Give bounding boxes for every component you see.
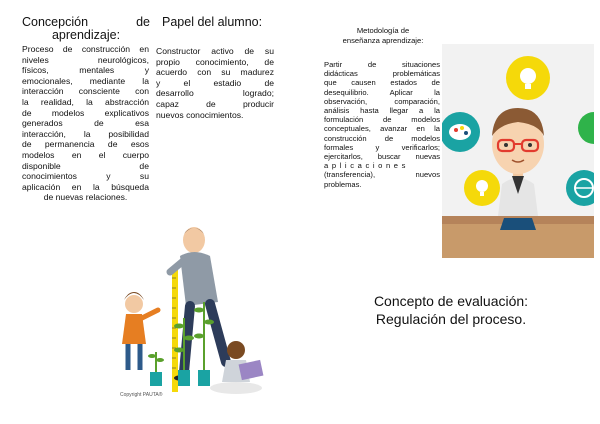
conception-heading bbox=[22, 16, 150, 42]
text-line: didácticas problemáticas bbox=[324, 69, 440, 79]
text-line: observación, comparación, bbox=[324, 96, 440, 106]
lightbulb-icon bbox=[506, 56, 550, 100]
text-line: aplicación en la búsqueda bbox=[22, 181, 149, 192]
text-line: niveles neurológicos, bbox=[22, 54, 149, 65]
text-line: formales y verificarlos; bbox=[324, 142, 440, 152]
text-line: (transferencia), nuevos bbox=[324, 170, 440, 180]
text-line: acuerdo con su madurez bbox=[156, 67, 274, 78]
text-line: emocionales, mediante la bbox=[22, 75, 149, 86]
text-line: análisis hasta llegar a la bbox=[324, 106, 440, 116]
text-line: problemas. bbox=[324, 179, 362, 189]
methodology-text bbox=[324, 60, 440, 189]
heading-line: Regulación del proceso. bbox=[375, 311, 527, 327]
text-line: propio conocimiento, de bbox=[156, 56, 274, 67]
text-line: y el estadio de bbox=[156, 77, 274, 88]
heading-word: de bbox=[136, 15, 150, 29]
text-line: la realidad, la abstracción bbox=[22, 96, 149, 107]
text-line: de nuevas relaciones. bbox=[43, 192, 128, 203]
heading-line: Concepto de evaluación: bbox=[373, 293, 529, 309]
text-line: desarrollo logrado; bbox=[156, 88, 274, 99]
plant bbox=[148, 352, 164, 386]
text-line: Partir de situaciones bbox=[324, 60, 440, 69]
methodology-heading bbox=[322, 26, 444, 46]
text-line: interacción, la posibilidad bbox=[22, 128, 149, 139]
text-line: capaz de producir bbox=[156, 98, 274, 109]
student-role-text bbox=[156, 46, 274, 120]
evaluation-heading bbox=[346, 292, 556, 328]
text-line: formulación de modelos bbox=[324, 115, 440, 125]
text-line: de permanencia de esos bbox=[22, 139, 149, 150]
text-line: desequilibrio. Aplicar la bbox=[324, 87, 440, 97]
teacher-illustration bbox=[442, 44, 594, 258]
text-line: Proceso de construcción en bbox=[22, 44, 149, 54]
text-line: generados de esa bbox=[22, 118, 149, 129]
text-line: de modelos explicativos bbox=[22, 107, 149, 118]
student-role-heading: Papel del alumno: bbox=[162, 15, 263, 29]
text-line: interacción consciente con bbox=[22, 86, 149, 97]
text-line: Constructor activo de su bbox=[156, 46, 274, 56]
children-plants-illustration bbox=[114, 222, 284, 402]
text-line: conceptuales, avanzar en la bbox=[324, 124, 440, 134]
text-line: físicos, mentales y bbox=[22, 65, 149, 76]
text-line: que causen estados de bbox=[324, 78, 440, 88]
text-line: construcción de modelos bbox=[324, 133, 440, 143]
text-line: modelos en el cuerpo bbox=[22, 149, 149, 160]
conception-text bbox=[22, 44, 149, 203]
text-line: aplicaciones bbox=[324, 161, 409, 171]
text-line: conocimientos y su bbox=[22, 171, 149, 182]
copyright-text: Copyright PAUTA® bbox=[120, 392, 163, 398]
heading-line: enseñanza aprendizaje: bbox=[342, 36, 424, 45]
text-line: nuevos conocimientos. bbox=[156, 109, 244, 120]
heading-word: aprendizaje: bbox=[51, 28, 121, 42]
heading-word: Concepción bbox=[22, 15, 89, 29]
text-line: ejercitarlos, buscar nuevas bbox=[324, 152, 440, 162]
text-line: disponible de bbox=[22, 160, 149, 171]
heading-line: Metodología de bbox=[356, 26, 410, 35]
lightbulb-icon bbox=[464, 170, 500, 206]
